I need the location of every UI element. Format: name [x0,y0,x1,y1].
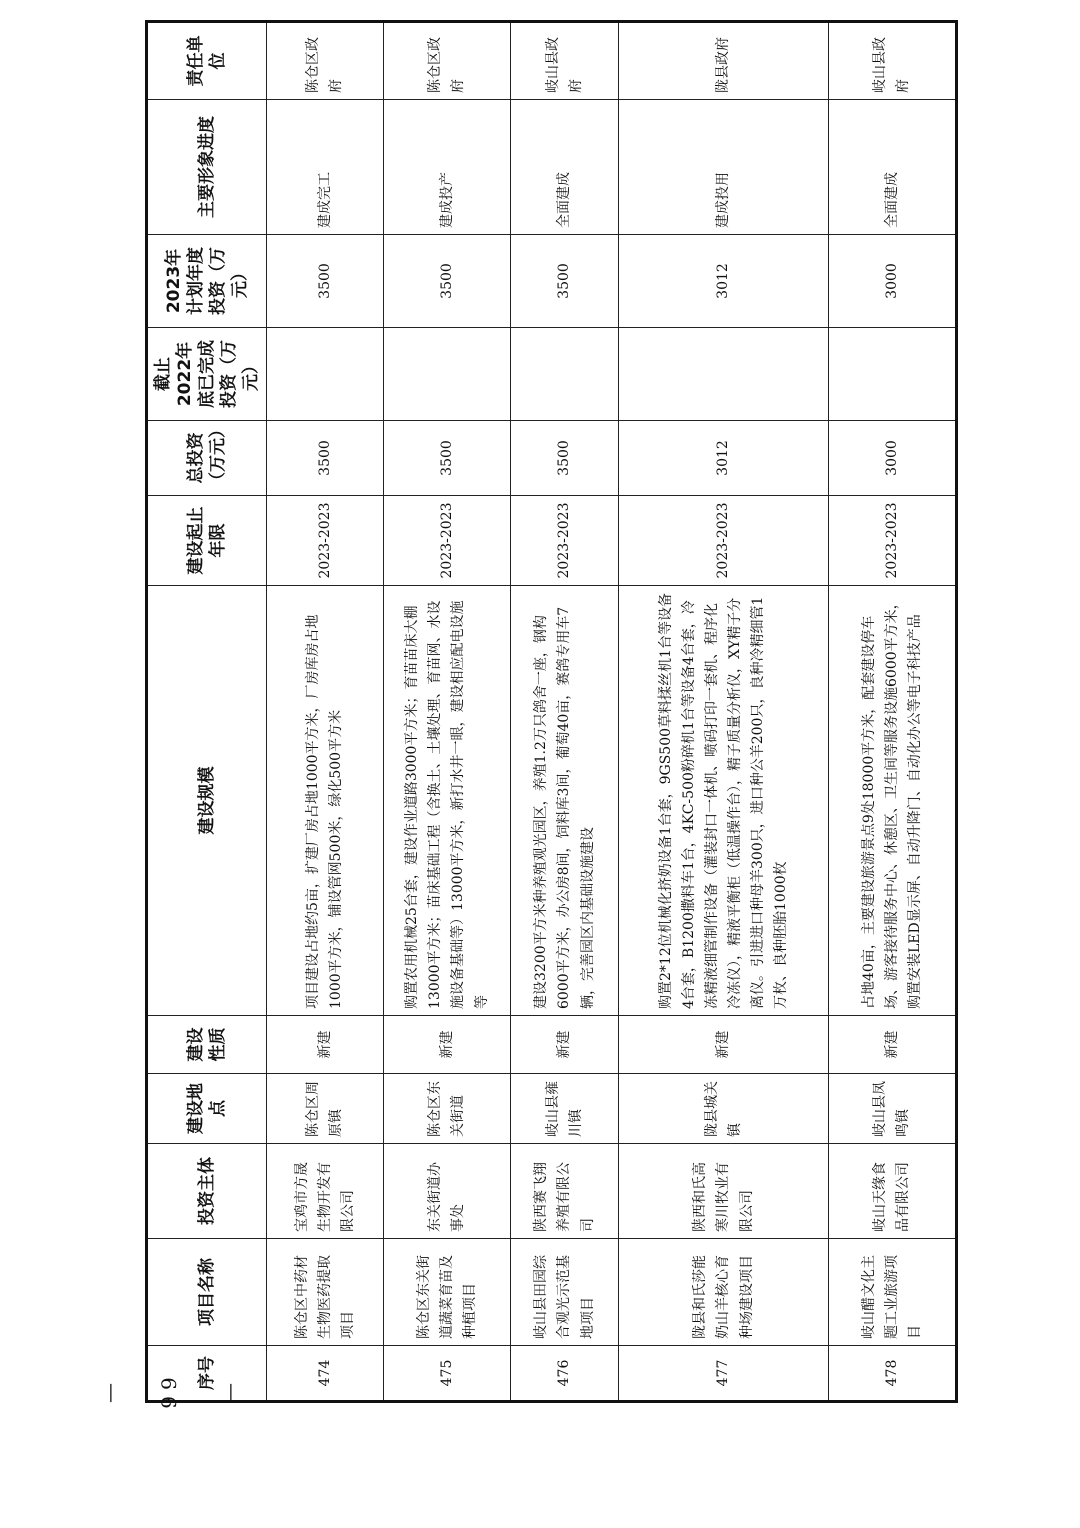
header-period: 建设起止年限 [147,496,267,586]
cell-unit: 岐山县政府 [511,22,619,100]
header-investor: 投资主体 [147,1144,267,1239]
cell-completed [384,328,511,421]
cell-total: 3500 [511,421,619,496]
header-name: 项目名称 [147,1239,267,1346]
header-unit: 责任单位 [147,22,267,100]
cell-location: 岐山县凤鸣镇 [829,1074,957,1144]
cell-investor: 宝鸡市方晟生物开发有限公司 [267,1144,384,1239]
table-header-row [147,22,267,1402]
cell-total: 3500 [267,421,384,496]
cell-plan2023: 3500 [384,235,511,328]
cell-name: 陈仓区东关街道蔬菜育苗及种植项目 [384,1239,511,1346]
header-completed: 截止2022年底已完成投资（万元） [147,328,267,421]
cell-nature: 新建 [384,1016,511,1074]
cell-investor: 陕西赛飞翔养殖有限公司 [511,1144,619,1239]
cell-completed [829,328,957,421]
cell-no: 477 [619,1346,829,1402]
table-row [511,22,619,1402]
cell-plan2023: 3012 [619,235,829,328]
cell-name: 陇县和氏莎能奶山羊核心育种场建设项目 [619,1239,829,1346]
cell-name: 岐山醋文化主题工业旅游项目 [829,1239,957,1346]
header-total: 总投资（万元） [147,421,267,496]
cell-nature: 新建 [829,1016,957,1074]
cell-total: 3012 [619,421,829,496]
header-no: 序号 [147,1346,267,1402]
table-row [267,22,384,1402]
cell-total: 3500 [384,421,511,496]
cell-period: 2023-2023 [829,496,957,586]
cell-location: 陈仓区东关街道 [384,1074,511,1144]
cell-period: 2023-2023 [267,496,384,586]
cell-plan2023: 3000 [829,235,957,328]
header-location: 建设地点 [147,1074,267,1144]
project-table-rotated [145,35,935,1403]
cell-scale: 项目建设占地约5亩，扩建厂房占地1000平方米，厂房库房占地1000平方米，铺设管网500米，绿化500平方米 [267,586,384,1016]
project-table [145,20,958,1403]
cell-location: 陈仓区周原镇 [267,1074,384,1144]
cell-name: 陈仓区中药材生物医药提取项目 [267,1239,384,1346]
cell-location: 岐山县雍川镇 [511,1074,619,1144]
cell-scale: 占地40亩，主要建设旅游景点9处18000平方米，配套建设停车场、游客接待服务中心、休憩区、卫生间等服务设施6000平方米，购置安装LED显示屏、自动升降门、自动化办公等电子科技产品 [829,586,957,1016]
table-row [384,22,511,1402]
page-number: — 99 — [97,1371,241,1409]
cell-completed [267,328,384,421]
cell-progress: 建成投用 [619,100,829,235]
cell-investor: 陕西和氏高寒川牧业有限公司 [619,1144,829,1239]
cell-scale: 建设3200平方米种养殖观光园区，养殖1.2万只鸽舍一座，钢构6000平方米，办公房8间，饲料库3间，葡萄40亩，赛鸽专用车7辆，完善园区内基础设施建设 [511,586,619,1016]
cell-progress: 建成完工 [267,100,384,235]
cell-location: 陇县城关镇 [619,1074,829,1144]
cell-total: 3000 [829,421,957,496]
cell-investor: 岐山天缘食品有限公司 [829,1144,957,1239]
cell-nature: 新建 [267,1016,384,1074]
table-row [829,22,957,1402]
cell-no: 478 [829,1346,957,1402]
cell-unit: 陈仓区政府 [384,22,511,100]
cell-nature: 新建 [619,1016,829,1074]
cell-progress: 全面建成 [511,100,619,235]
cell-no: 474 [267,1346,384,1402]
header-plan2023: 2023年计划年度投资（万元） [147,235,267,328]
cell-plan2023: 3500 [511,235,619,328]
cell-scale: 购置农用机械25台套，建设作业道路3000平方米；育苗苗床大棚13000平方米；苗床基础工程（含换土、土壤处理、育苗网、水设施设备基础等）13000平方米，新打水井一眼，建设相应配电设施等 [384,586,511,1016]
cell-period: 2023-2023 [384,496,511,586]
cell-scale: 购置2*12位机械化挤奶设备1台套，9GS500草料揉丝机1台等设备4台套，B1200撒料车1台，4KC-500粉碎机1台等设备4台套，冷冻精液细管制作设备（灌装封口一体机、喷码打印一套机、程序化冷冻仪），精液平衡柜（低温操作台），精子质量分析仪，XY精子分离仪。引进进口种母羊300只，进口种公羊200只，良种冷精细管1万枚、良种胚胎1000枚 [619,586,829,1016]
cell-plan2023: 3500 [267,235,384,328]
cell-unit: 岐山县政府 [829,22,957,100]
header-scale: 建设规模 [147,586,267,1016]
cell-unit: 陈仓区政府 [267,22,384,100]
cell-unit: 陇县政府 [619,22,829,100]
cell-progress: 全面建成 [829,100,957,235]
cell-no: 475 [384,1346,511,1402]
cell-nature: 新建 [511,1016,619,1074]
cell-period: 2023-2023 [511,496,619,586]
table-row [619,22,829,1402]
cell-progress: 建成投产 [384,100,511,235]
cell-completed [619,328,829,421]
header-progress: 主要形象进度 [147,100,267,235]
cell-investor: 东关街道办事处 [384,1144,511,1239]
header-nature: 建设性质 [147,1016,267,1074]
cell-no: 476 [511,1346,619,1402]
cell-completed [511,328,619,421]
cell-name: 岐山县田园综合观光示范基地项目 [511,1239,619,1346]
cell-period: 2023-2023 [619,496,829,586]
